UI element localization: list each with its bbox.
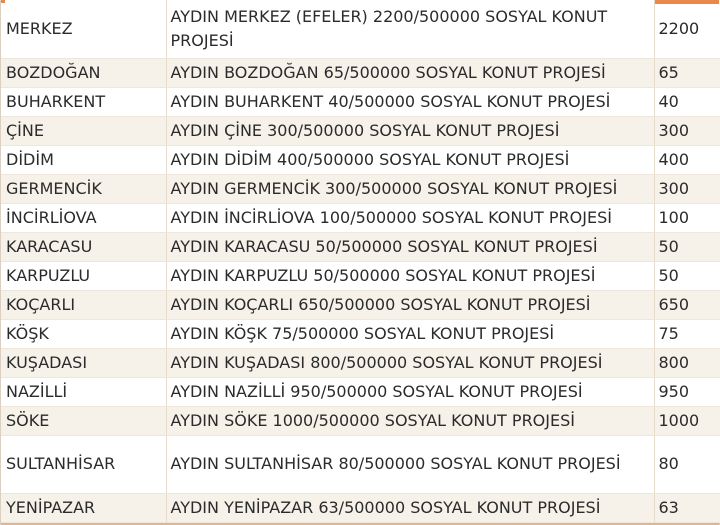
table-row [1,87,720,116]
project-cell: AYDIN SÖKE 1000/500000 SOSYAL KONUT PROJESİ [166,406,654,435]
project-cell: AYDIN KARPUZLU 50/500000 SOSYAL KONUT PROJESİ [166,261,654,290]
table-row [1,406,720,435]
table-row [1,0,720,58]
table-row [1,261,720,290]
project-cell: AYDIN BOZDOĞAN 65/500000 SOSYAL KONUT PROJESİ [166,58,654,87]
table-row [1,203,720,232]
count-cell: 63 [654,493,720,522]
district-cell: KÖŞK [1,319,166,348]
count-cell: 75 [654,319,720,348]
table-row [1,377,720,406]
project-cell: AYDIN YENİPAZAR 63/500000 SOSYAL KONUT PROJESİ [166,493,654,522]
district-cell: NAZİLLİ [1,377,166,406]
district-cell: KOÇARLI [1,290,166,319]
table-row [1,116,720,145]
project-cell: AYDIN ÇİNE 300/500000 SOSYAL KONUT PROJESİ [166,116,654,145]
district-cell: İNCİRLİOVA [1,203,166,232]
table-row [1,58,720,87]
table-row [1,232,720,261]
project-cell: AYDIN KUŞADASI 800/500000 SOSYAL KONUT PROJESİ [166,348,654,377]
district-cell: KARPUZLU [1,261,166,290]
district-cell: BOZDOĞAN [1,58,166,87]
project-cell: AYDIN BUHARKENT 40/500000 SOSYAL KONUT PROJESİ [166,87,654,116]
accent-bar-right [655,0,719,4]
table-row [1,493,720,522]
accent-bar-left [1,0,5,3]
district-cell: YENİPAZAR [1,493,166,522]
district-cell: SÖKE [1,406,166,435]
table-row [1,435,720,493]
count-cell: 650 [654,290,720,319]
count-cell: 50 [654,232,720,261]
district-cell: DİDİM [1,145,166,174]
table-row [1,145,720,174]
count-cell: 50 [654,261,720,290]
district-cell: SULTANHİSAR [1,435,166,493]
project-cell: AYDIN KÖŞK 75/500000 SOSYAL KONUT PROJESİ [166,319,654,348]
district-cell: ÇİNE [1,116,166,145]
count-cell: 950 [654,377,720,406]
table-row [1,319,720,348]
project-cell: AYDIN NAZİLLİ 950/500000 SOSYAL KONUT PROJESİ [166,377,654,406]
count-cell: 300 [654,116,720,145]
project-cell: AYDIN İNCİRLİOVA 100/500000 SOSYAL KONUT PROJESİ [166,203,654,232]
count-cell: 1000 [654,406,720,435]
count-cell: 800 [654,348,720,377]
project-cell: AYDIN MERKEZ (EFELER) 2200/500000 SOSYAL KONUT PROJESİ [166,0,654,58]
table-row [1,290,720,319]
district-cell: KUŞADASI [1,348,166,377]
district-cell: MERKEZ [1,0,166,58]
district-cell: BUHARKENT [1,87,166,116]
project-cell: AYDIN SULTANHİSAR 80/500000 SOSYAL KONUT PROJESİ [166,435,654,493]
table-body [1,0,720,522]
project-cell: AYDIN KARACASU 50/500000 SOSYAL KONUT PROJESİ [166,232,654,261]
count-cell: 80 [654,435,720,493]
count-cell: 2200 [654,0,720,58]
count-cell: 40 [654,87,720,116]
district-cell: GERMENCİK [1,174,166,203]
table-row [1,174,720,203]
district-cell: KARACASU [1,232,166,261]
project-cell: AYDIN GERMENCİK 300/500000 SOSYAL KONUT PROJESİ [166,174,654,203]
project-cell: AYDIN DİDİM 400/500000 SOSYAL KONUT PROJESİ [166,145,654,174]
count-cell: 400 [654,145,720,174]
housing-projects-table [1,0,720,523]
count-cell: 65 [654,58,720,87]
count-cell: 300 [654,174,720,203]
count-cell: 100 [654,203,720,232]
project-cell: AYDIN KOÇARLI 650/500000 SOSYAL KONUT PROJESİ [166,290,654,319]
table-row [1,348,720,377]
